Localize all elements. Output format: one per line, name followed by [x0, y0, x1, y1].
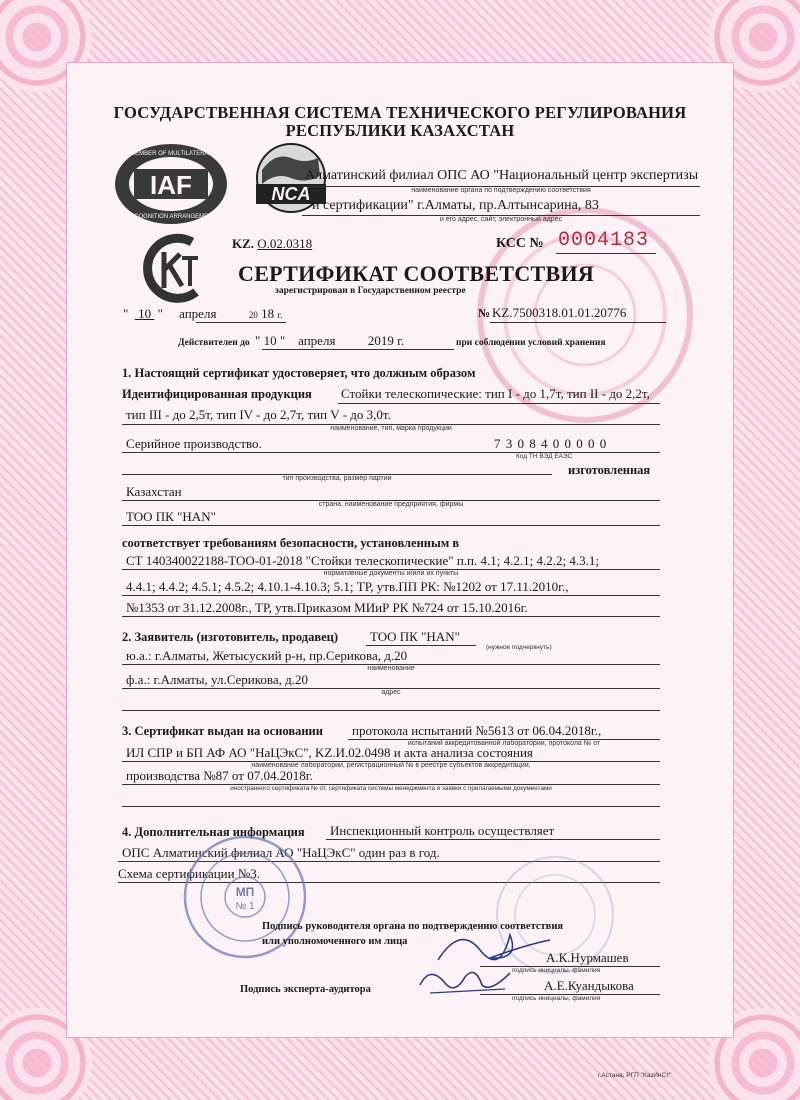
svg-text:RECOGNITION ARRANGEMENT: RECOGNITION ARRANGEMENT: [125, 214, 217, 220]
valid-until-date: " 10 " апреля 2019 г.: [255, 333, 405, 348]
kss-serial-number: 0004183: [558, 229, 650, 252]
section-4-heading: 4. Дополнительная информация: [122, 825, 305, 839]
printer-imprint: г.Астана, РГП "КазИнСт": [598, 1072, 672, 1079]
basis-line-3: производства №87 от 07.04.2018г.: [126, 768, 313, 783]
expert-signature-label: Подпись эксперта-аудитора: [240, 984, 371, 995]
registry-number: KZ.7500318.01.01.20776: [492, 305, 627, 320]
valid-until-label: Действителен до: [178, 338, 250, 348]
guilloche-border-left: [0, 0, 66, 1100]
product-line-1: Стойки телескопические: тип I - до 1,7т, тип II - до 2,2т,: [341, 386, 650, 401]
guilloche-border-bottom: [0, 1038, 800, 1100]
head-signature-label-1: Подпись руководителя органа по подтверждению соответствия: [262, 921, 564, 932]
section-3-heading: 3. Сертификат выдан на основании: [122, 724, 323, 738]
svg-text:MEMBER OF MULTILATERAL: MEMBER OF MULTILATERAL: [130, 151, 212, 157]
certificate-page: ГОСУДАРСТВЕННАЯ СИСТЕМА ТЕХНИЧЕСКОГО РЕГУЛИРОВАНИЯ РЕСПУБЛИКИ КАЗАХСТАН IAF MEMBER OF MULTILATERAL RECOGNITION ARRANGEMENT NCA Алматинский филиал ОПС АО "Национальный центр экспертизы наименование органа по подтверждению соответствия и сертификации" г.Алматы, пр.Алтынсарина, 83 и его адрес, сайт, электронный адрес KZ. О.02.0318 КСС № 0004183 СЕРТИФИКАТ СООТВЕТСТВИЯ зарегистрирован в Государственном реестре " 10 " апреля 20 18 г. № KZ.7500318.01.01.20776 Действителен до " 10 " апреля 2019 г. при соблюдении условий хранения 1. Настоящий сертификат удостоверяет, что должным образом Идентифицированная продукция Стойки телескопические: тип I - до 1,7т, тип II - до 2,2т, тип III - до 2,5т, тип IV - до 2,7т, тип V - до 3,0т. наименование, тип, марка продукции Серийное производство. 7 3 0 8 4 0 0 0 0 0 Код ТН ВЭД ЕАЭС изготовленная тип производства, размер партии Казахстан страна, наименование предприятия, фирмы ТОО ПК "HAN" соответствует требованиям безопасности, установленным в СТ 140340022188-ТОО-01-2018 "Стойки телескопические" п.п. 4.1; 4.2.1; 4.2.2; 4.3.1; нормативные документы и/или их пункты 4.4.1; 4.4.2; 4.5.1; 4.5.2; 4.10.1-4.10.3; 5.1; ТР, утв.ПП РК: №1202 от 17.11.2010г., №1353 от 31.12.2008г., ТР, утв.Приказом МИиР РК №724 от 15.10.2016г. 2. Заявитель (изготовитель, продавец) ТОО ПК "HAN" (нужное подчеркнуть) ю.а.: г.Алматы, Жетысуский р-н, пр.Серикова, д.20 наименование ф.а.: г.Алматы, ул.Серикова, д.20 адрес 3. Сертификат выдан на основании протокола испытаний №5613 от 06.04.2018г., испытаний аккредитованной лаборатории, протокола № от ИЛ СПР и БП АФ АО "НаЦЭкС", KZ.И.02.0498 и акта анализа состояния наименование лаборатории, регистрационный № в реестре субъектов аккредитации, производства №87 от 07.04.2018г. иностранного сертификата № от, сертификата системы менеджмента и заявки с прилагаемыми документами 4. Дополнительная информация Инспекционный контроль осуществляет ОПС Алматинский филиал АО "НаЦЭкС" один раз в год. Схема сертификации №3. МП № 1 Подпись руководителя органа по подтверждению соответствия или уполномоченного им лица А.К.Нурмашев подпись инициалы, фамилия Подпись эксперта-аудитора А.Е.Куандыкова подпись инициалы, фамилия г.Астана, РГП "КазИнСт": [0, 0, 800, 1100]
organ-line-2: и сертификации" г.Алматы, пр.Алтынсарина, 83: [312, 198, 599, 213]
head-signature-label-2: или уполномоченного им лица: [262, 936, 408, 947]
manufacturer: ТОО ПК "HAN": [126, 509, 216, 524]
issue-date: " 10 " апреля 20 18 г.: [123, 306, 283, 321]
nca-logo-text: NCA: [271, 184, 311, 204]
hs-code: 7 3 0 8 4 0 0 0 0 0: [494, 436, 608, 451]
guilloche-border-right: [734, 0, 800, 1100]
certificate-title: СЕРТИФИКАТ СООТВЕТСТВИЯ: [238, 261, 595, 286]
applicant-name: ТОО ПК "HAN": [370, 629, 460, 644]
seal-number: № 1: [235, 901, 255, 912]
head-name: А.К.Нурмашев: [546, 950, 629, 965]
guilloche-border-top: [0, 0, 800, 62]
product-label: Идентифицированная продукция: [122, 387, 312, 401]
standard-line-3: №1353 от 31.12.2008г., ТР, утв.Приказом МИиР РК №724 от 15.10.2016г.: [126, 600, 528, 615]
standard-line-1: СТ 140340022188-ТОО-01-2018 "Стойки телескопические" п.п. 4.1; 4.2.1; 4.2.2; 4.3.1;: [126, 553, 599, 568]
conformity-statement: соответствует требованиям безопасности, установленным в: [122, 536, 460, 550]
section-1-heading: 1. Настоящий сертификат удостоверяет, что должным образом: [122, 366, 476, 380]
section-2-heading: 2. Заявитель (изготовитель, продавец): [122, 630, 339, 644]
certification-scheme: Схема сертификации №3.: [118, 866, 260, 881]
standard-line-2: 4.4.1; 4.4.2; 4.5.1; 4.5.2; 4.10.1-4.10.3; 5.1; ТР, утв.ПП РК: №1202 от 17.11.2010г.,: [126, 579, 569, 594]
applicant-actual-address: ф.а.: г.Алматы, ул.Серикова, д.20: [126, 672, 309, 687]
additional-info-line-2: ОПС Алматинский филиал АО "НаЦЭкС" один раз в год.: [122, 845, 440, 860]
conformity-mark-icon: [136, 230, 210, 310]
organ-line-1: Алматинский филиал ОПС АО "Национальный центр экспертизы: [305, 168, 699, 183]
production-type: Серийное производство.: [126, 436, 262, 451]
kss-label: КСС №: [496, 236, 544, 251]
product-line-2: тип III - до 2,5т, тип IV - до 2,7т, тип V - до 3,0т.: [126, 407, 391, 422]
header-line-1: ГОСУДАРСТВЕННАЯ СИСТЕМА ТЕХНИЧЕСКОГО РЕГУЛИРОВАНИЯ: [113, 103, 687, 122]
basis-line-1: протокола испытаний №5613 от 06.04.2018г.,: [352, 723, 602, 738]
header-line-2: РЕСПУБЛИКИ КАЗАХСТАН: [285, 121, 515, 140]
kz-registration: KZ. О.02.0318: [232, 236, 313, 251]
applicant-legal-address: ю.а.: г.Алматы, Жетысуский р-н, пр.Серикова, д.20: [126, 648, 408, 663]
certificate-subtitle: зарегистрирован в Государственном реестре: [275, 286, 466, 296]
iaf-logo: [112, 142, 230, 226]
expert-name: А.Е.Куандыкова: [544, 978, 634, 993]
iaf-logo-text: IAF: [150, 170, 192, 200]
seal-mp-label: МП: [235, 885, 255, 899]
additional-info-line-1: Инспекционный контроль осуществляет: [330, 823, 555, 838]
basis-line-2: ИЛ СПР и БП АФ АО "НаЦЭкС", KZ.И.02.0498 и акта анализа состояния: [126, 745, 533, 760]
country: Казахстан: [126, 484, 182, 499]
